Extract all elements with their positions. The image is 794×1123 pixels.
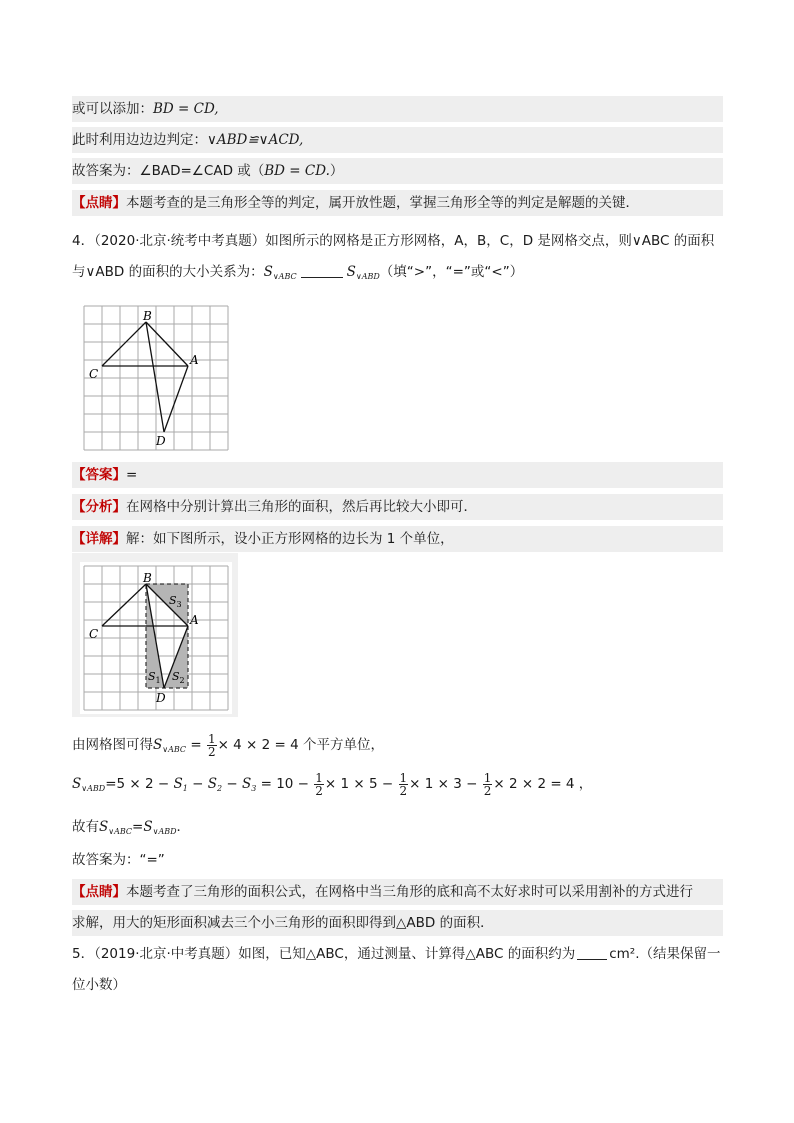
analysis-tag: 【分析】	[72, 499, 126, 515]
q4-calc-abc: 由网格图可得$S_{\vee ABC}$ = $\frac{1}{2}$ × 4 × 2 = 4 个平方单位，	[72, 731, 385, 759]
q4-detail: 【详解】解：如下图所示，设小正方形网格的边长为 1 个单位，	[72, 526, 723, 552]
point-label-c: C	[89, 627, 99, 641]
q4-analysis: 【分析】在网格中分别计算出三角形的面积，然后再比较大小即可．	[72, 494, 723, 520]
q4-answer: 【答案】=	[72, 462, 723, 488]
q4-calc-abd: $S_{\vee ABD}=5 \times 2 - S_1 - S_2 - S_3 = 10$ − $\frac{1}{2}$ × 1 × 5 − $\frac{1}{2}$ × 1 × 3 − $\frac{1}{2}$ × 2 × 2 = 4 ，	[72, 770, 593, 798]
fraction-half: $\frac{1}{2}$	[315, 770, 323, 798]
fraction-half: $\frac{1}{2}$	[483, 770, 492, 798]
q5-stem-line2: 位小数）	[72, 977, 126, 993]
q3-math-congruent: ∨ABD≌∨ACD,	[207, 132, 304, 148]
answer-blank	[301, 263, 343, 278]
q5-stem-line1: 5．（2019·北京·中考真题）如图，已知△ABC，通过测量、计算得△ABC 的面积约为 cm².（结果保留一	[72, 946, 721, 962]
comment-tag: 【点睛】	[72, 884, 126, 900]
q4-final-answer: 故答案为：“=”	[72, 852, 165, 868]
region-label-s3: $S_3$	[169, 594, 182, 609]
q4-grid-figure	[80, 302, 232, 454]
q4-comment-line2: 求解，用大的矩形面积减去三个小三角形的面积即得到△ABD 的面积．	[72, 910, 723, 936]
point-label-b: B	[143, 309, 152, 323]
q4-comment-line1: 【点睛】本题考查了三角形的面积公式，在网格中当三角形的底和高不太好求时可以采用割补的方式进行	[72, 879, 723, 905]
q3-line-sss: 此时利用边边边判定：∨ABD≌∨ACD,	[72, 127, 723, 153]
point-label-b: B	[143, 571, 152, 585]
detail-tag: 【详解】	[72, 531, 126, 547]
point-label-d: D	[156, 691, 166, 705]
q4-conclusion: 故有$S_{\vee ABC}=S_{\vee ABD}$．	[72, 819, 191, 836]
q3-comment: 【点睛】本题考查的是三角形全等的判定，属开放性题，掌握三角形全等的判定是解题的关键．	[72, 190, 723, 216]
point-label-c: C	[89, 367, 99, 381]
q3-line-answer: 故答案为：∠BAD=∠CAD 或（BD = CD.）	[72, 158, 723, 184]
q4-stem-line2: 与∨ABD 的面积的大小关系为：$S_{\vee ABC}$ $S_{\vee ABD}$（填“>”，“=”或“<”）	[72, 264, 524, 281]
fraction-half: $\frac{1}{2}$	[399, 770, 408, 798]
fraction-half: $\frac{1}{2}$	[207, 731, 216, 759]
q4-solution-figure	[80, 562, 232, 714]
comment-tag: 【点睛】	[72, 195, 126, 211]
point-label-d: D	[156, 434, 166, 448]
point-label-a: A	[190, 353, 199, 367]
region-label-s1: $S_1$	[148, 670, 161, 685]
point-label-a: A	[190, 613, 199, 627]
q3-math-bd-cd: BD = CD,	[153, 101, 219, 117]
q4-stem-line1: 4．（2020·北京·统考中考真题）如图所示的网格是正方形网格，A，B，C，D 是网格交点，则∨ABC 的面积	[72, 233, 715, 249]
answer-blank	[577, 945, 607, 960]
answer-tag: 【答案】	[72, 467, 126, 483]
region-label-s2: $S_2$	[172, 670, 185, 685]
q3-line-add: 或可以添加：BD = CD,	[72, 96, 723, 122]
